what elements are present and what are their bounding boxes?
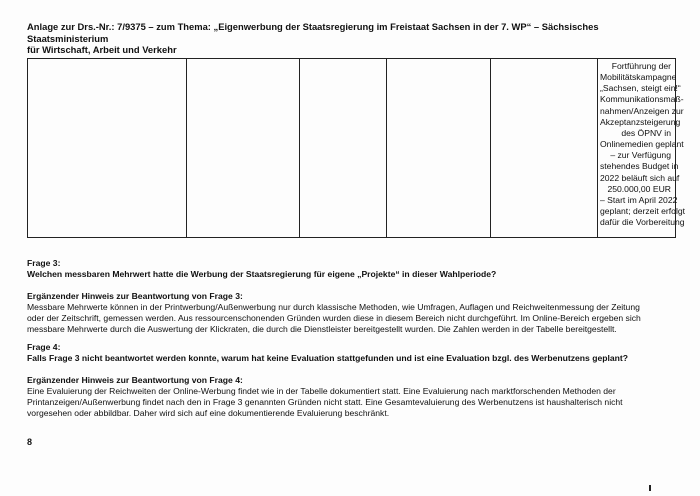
hint-line: Printanzeigen/Außenwerbung findet nach den in Frage 3 genannten Gründen nicht statt. Eine Gesamtevaluierung des Werbenutzens ist haushalterisch nicht <box>27 397 623 408</box>
table-cell <box>491 59 598 238</box>
cell-line: stehendes Budget in <box>600 161 679 172</box>
hint-line: Eine Evaluierung der Reichweiten der Online-Werbung findet wie in der Tabelle dokumentiert statt. Eine Evaluierung nach marktforschenden Methoden der <box>27 386 616 396</box>
frage3-question: Welchen messbaren Mehrwert hatte die Werbung der Staatsregierung für eigene „Projekte“ in dieser Wahlperiode? <box>27 269 497 279</box>
frage4-hint-text <box>27 386 677 419</box>
cell-line: nahmen/Anzeigen zur <box>600 105 684 116</box>
cell-line: Kommunikationsmaß- <box>600 94 684 105</box>
table-cell <box>187 59 300 238</box>
cell-line: dafür die Vorbereitung <box>600 217 685 228</box>
cell-line: „Sachsen, steigt ein!“ <box>600 83 681 94</box>
frage3-label: Frage 3: <box>27 258 61 268</box>
cell-line: – Start im April 2022 <box>600 194 678 205</box>
cell-line: Fortführung der <box>611 61 671 71</box>
scan-mark <box>649 485 651 491</box>
cell-line: des ÖPNV in <box>621 127 671 138</box>
table-cell <box>300 59 387 238</box>
hint-line: oder der Zeitschrift, gemessen werden. Aus ressourcenschonenden Gründen wurden diese in diesem Bereich nicht durchgeführt. Im Online-Bereich ergeben sich <box>27 313 641 324</box>
header-line-1: Anlage zur Drs.-Nr.: 7/9375 – zum Thema: „Eigenwerbung der Staatsregierung im Freistaat Sachsen in der 7. WP“ – Sächsisches Staatsministerium <box>27 21 599 44</box>
hint-line: vorgesehen oder abbildbar. Daher wird sich auf eine dokumentierende Evaluierung beschränkt. <box>27 408 390 419</box>
cell-line: – zur Verfügung <box>610 150 671 161</box>
cell-line: geplant; derzeit erfolgt <box>600 206 686 217</box>
frage4-question: Falls Frage 3 nicht beantwortet werden konnte, warum hat keine Evaluation stattgefunden und ist eine Evaluation bzgl. des Werbenutzens geplant? <box>27 353 629 363</box>
frage3-hint-title: Ergänzender Hinweis zur Beantwortung von Frage 3: <box>27 291 243 301</box>
cell-line: 250.000,00 EUR <box>607 183 671 194</box>
hint-line: Messbare Mehrwerte können in der Printwerbung/Außenwerbung nur durch klassische Methoden, wie Umfragen, Auflagen und Reichweitenmessung der Zeitung <box>27 302 640 312</box>
cell-line: Mobilitätskampagne <box>600 72 677 83</box>
table-row <box>28 59 676 238</box>
frage4-label: Frage 4: <box>27 342 61 352</box>
table-cell <box>387 59 491 238</box>
budget-table <box>27 58 686 238</box>
cell-line: 2022 beläuft sich auf <box>600 172 680 183</box>
document-header <box>27 21 677 56</box>
cell-line: Akzeptanzsteigerung <box>600 116 681 127</box>
hint-line: messbare Mehrwerte durch die Auswertung der Klickraten, die durch die Dienstleister bereitgestellt wurden. Die Zahlen werden in der Tabelle bereitgestellt. <box>27 324 617 335</box>
frage3-hint-text <box>27 302 677 335</box>
frage4-hint-title: Ergänzender Hinweis zur Beantwortung von Frage 4: <box>27 375 243 385</box>
table-cell-description <box>598 59 686 238</box>
table-cell <box>28 59 187 238</box>
page-number: 8 <box>27 437 33 447</box>
header-line-2: für Wirtschaft, Arbeit und Verkehr <box>27 44 177 55</box>
cell-line: Onlinemedien geplant <box>600 139 684 150</box>
